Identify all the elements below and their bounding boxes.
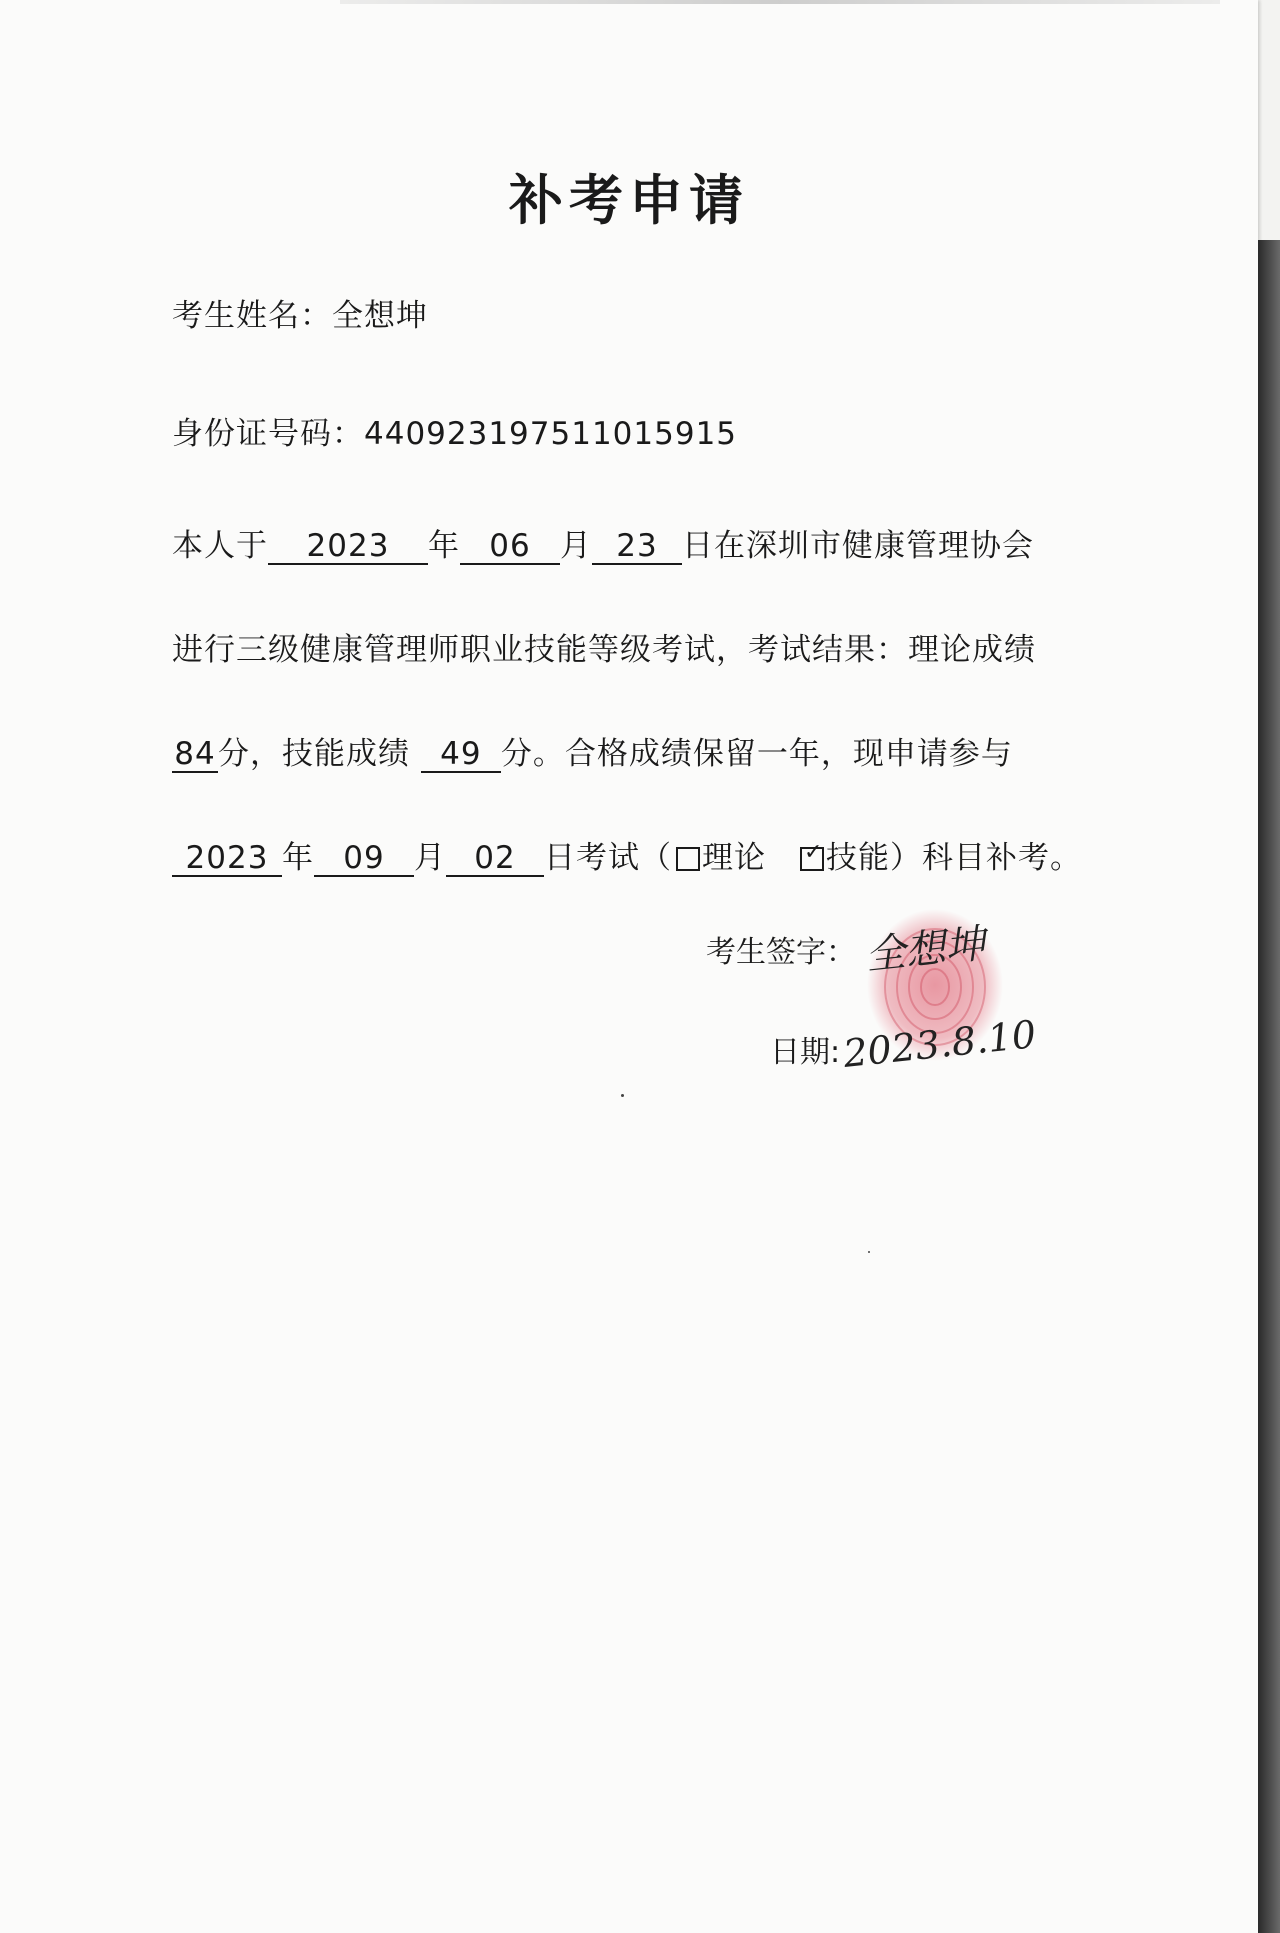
theory-score: 84: [172, 738, 218, 773]
exam-day: 23: [592, 530, 682, 565]
retake-suffix: ）科目补考。: [890, 840, 1082, 876]
exam-day-suffix: 日在深圳市健康管理协会: [682, 528, 1034, 564]
scan-top-edge: [340, 0, 1220, 4]
scan-right-edge: [1258, 240, 1280, 1933]
candidate-name-line: [172, 290, 428, 335]
id-number-value: 440923197511015915: [364, 416, 738, 452]
signature-label: 考生签字：: [706, 935, 856, 970]
retake-day-suffix: 日考试（: [544, 840, 672, 876]
exam-year-unit: 年: [428, 528, 460, 564]
checkmark-icon: ✓: [804, 840, 824, 865]
handwritten-signature: 全想坤: [863, 920, 988, 980]
retake-month-unit: 月: [414, 840, 446, 876]
exam-description-line: [172, 624, 1036, 669]
retake-day: 02: [446, 842, 544, 877]
skill-option-label: 技能: [826, 840, 890, 876]
scores-line: [172, 728, 1013, 773]
id-number-line: [172, 408, 737, 453]
retake-year: 2023: [172, 842, 282, 877]
exam-intro: 本人于: [172, 528, 268, 564]
handwritten-date: 2023.8.10: [841, 1012, 1039, 1076]
theory-checkbox[interactable]: [676, 847, 700, 871]
exam-date-line: [172, 520, 1034, 565]
candidate-name-label: 考生姓名：: [172, 298, 332, 334]
id-number-label: 身份证号码：: [172, 416, 364, 452]
date-label: 日期:: [770, 1035, 841, 1070]
scan-speck: [868, 1251, 870, 1253]
candidate-name-value: 全想坤: [332, 298, 428, 334]
theory-option-label: 理论: [702, 840, 766, 876]
score-mid-text: 分，技能成绩: [218, 736, 410, 772]
retake-year-unit: 年: [282, 840, 314, 876]
skill-score: 49: [421, 738, 501, 773]
score-end-text: 分。合格成绩保留一年，现申请参与: [500, 736, 1013, 772]
exam-description: 进行三级健康管理师职业技能等级考试，考试结果：理论成绩: [172, 632, 1036, 668]
page-title: 补考申请: [509, 169, 749, 232]
exam-year: 2023: [268, 530, 428, 565]
retake-line: [172, 832, 1082, 877]
retake-month: 09: [314, 842, 414, 877]
exam-month: 06: [460, 530, 560, 565]
scan-speck: [621, 1094, 624, 1097]
exam-month-unit: 月: [560, 528, 592, 564]
skill-checkbox[interactable]: [800, 840, 824, 871]
